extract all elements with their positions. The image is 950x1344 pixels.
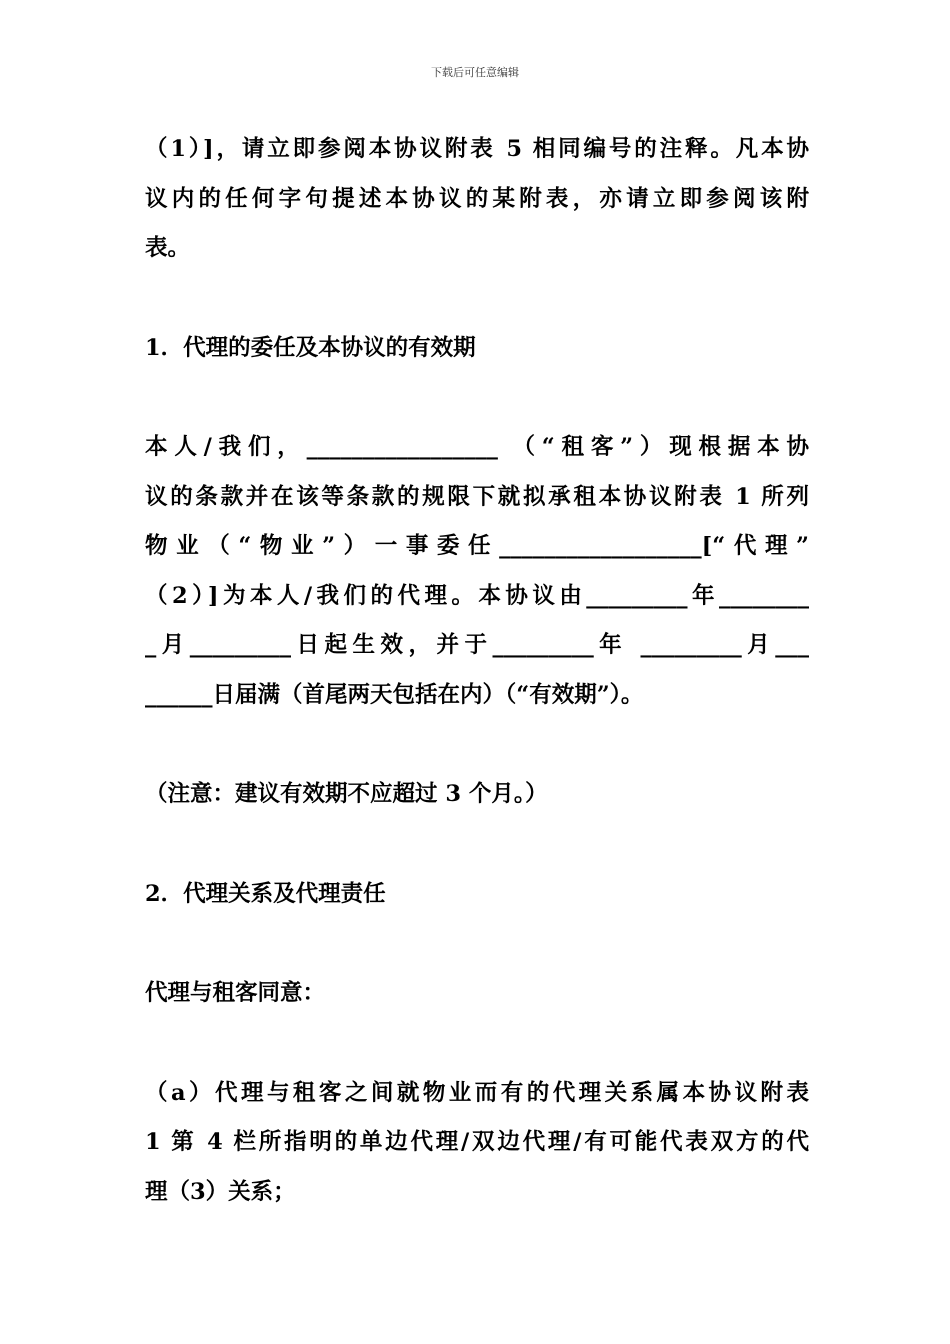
- section-1-heading: 1．代理的委任及本协议的有效期: [145, 334, 476, 361]
- section-1-line-2: 议的条款并在该等条款的规限下就拟承租本协议附表 1 所列: [145, 483, 809, 510]
- section-1-line-4: （2）]为本人/我们的代理。本协议由_________年________: [145, 582, 809, 609]
- section-2-heading: 2．代理关系及代理责任: [145, 880, 386, 907]
- intro-line-1: （1）]，请立即参阅本协议附表 5 相同编号的注释。凡本协: [145, 136, 809, 162]
- page-header: 下载后可任意编辑: [431, 66, 519, 79]
- section-1-line-3: 物业（“物业”）一事委任__________________[“代理”: [145, 533, 809, 559]
- section-1-line-1: 本人/我们，_________________ （“租客”）现根据本协: [145, 434, 809, 460]
- document-body: [145, 125, 809, 1217]
- spacer: [145, 820, 809, 870]
- section-2-a-line-3: 理（3）关系；: [145, 1178, 296, 1205]
- spacer: [145, 1019, 809, 1069]
- spacer: [145, 373, 809, 423]
- section-1-line-5: _月_________日起生效，并于_________年 _________月___: [145, 632, 809, 658]
- spacer: [145, 720, 809, 770]
- spacer: [145, 274, 809, 324]
- section-1-note: （注意：建议有效期不应超过 3 个月。）: [145, 781, 548, 807]
- intro-line-2: 议内的任何字句提述本协议的某附表，亦请立即参阅该附: [145, 185, 809, 212]
- intro-line-3: 表。: [145, 235, 191, 261]
- section-2-a-line-1: （a）代理与租客之间就物业而有的代理关系属本协议附表: [145, 1079, 809, 1106]
- spacer: [145, 919, 809, 969]
- section-2-intro: 代理与租客同意：: [145, 980, 326, 1006]
- section-2-a-line-2: 1 第 4 栏所指明的单边代理/双边代理/有可能代表双方的代: [145, 1129, 809, 1155]
- section-1-line-6: ______日届满（首尾两天包括在内）（“有效期”）。: [145, 681, 644, 708]
